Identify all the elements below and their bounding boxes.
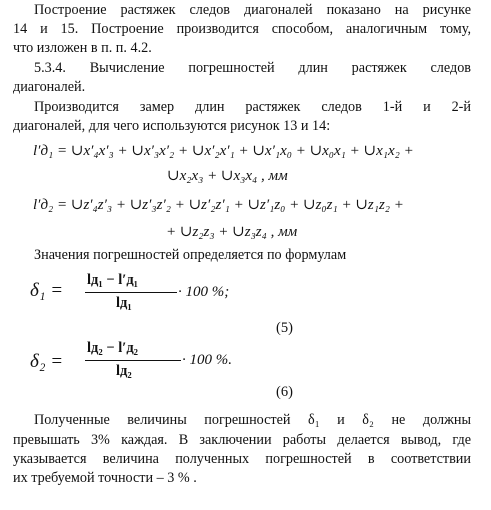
section-heading-line-1: 5.3.4. Вычисление погрешностей длин растяжек следов: [34, 60, 471, 76]
formula-intro: Значения погрешностей определяется по формулам: [34, 247, 347, 263]
delta1-lhs: δ₁ =: [30, 280, 64, 301]
equation-d2-line-2: + ∪z₂z₃ + ∪z₃z₄ , мм: [166, 224, 298, 240]
section-heading-line-2: диагоналей.: [13, 79, 86, 95]
equation-d2-line-1: l′д₂ = ∪z′₄z′₃ + ∪z′₃z′₂ + ∪z′₂z′₁ + ∪z′₁z₀ + ∪z₀z₁ + ∪z₁z₂ +: [33, 197, 404, 213]
equation-number-5: (5): [276, 320, 293, 336]
paragraph-2-line-1: Производится замер длин растяжек следов 1-й и 2-й: [34, 99, 471, 115]
delta1-numerator: lд₁ − l′д₁: [87, 272, 139, 288]
paragraph-3-line-1: Полученные величины погрешностей δ₁ и δ₂ не должны: [34, 412, 471, 428]
paragraph-3-line-2: превышать 3% каждая. В заключении работы делается вывод, где: [13, 432, 471, 448]
paragraph-2-line-2: диагоналей, для чего используются рисунок 13 и 14:: [13, 118, 331, 134]
delta1-denominator: lд₁: [116, 295, 132, 311]
equation-d1-line-2: ∪x₂x₃ + ∪x₃x₄ , мм: [167, 168, 288, 184]
delta2-tail: · 100 %.: [182, 352, 232, 368]
paragraph-1-line-1: Построение растяжек следов диагоналей показано на рисунке: [34, 2, 471, 18]
paragraph-3-line-3: указывается величина полученных погрешностей в соответствии: [13, 451, 471, 467]
delta2-fraction-bar: [85, 360, 181, 361]
delta1-tail: · 100 %;: [178, 284, 230, 300]
delta2-denominator: lд₂: [116, 363, 132, 379]
equation-d1-line-1: l′д₁ = ∪x′₄x′₃ + ∪x′₃x′₂ + ∪x′₂x′₁ + ∪x′₁x₀ + ∪x₀x₁ + ∪x₁x₂ +: [33, 143, 414, 159]
paragraph-1-line-3: что изложен в п. п. 4.2.: [13, 40, 152, 56]
delta1-fraction-bar: [85, 292, 177, 293]
delta1-fraction: [83, 270, 193, 318]
delta2-fraction: [83, 338, 193, 386]
paragraph-1-line-2: 14 и 15. Построение производится способом, аналогичным тому,: [13, 21, 471, 37]
delta2-numerator: lд₂ − l′д₂: [87, 340, 139, 356]
paragraph-3-line-4: их требуемой точности – 3 % .: [13, 470, 197, 486]
equation-number-6: (6): [276, 384, 293, 400]
delta2-lhs: δ₂ =: [30, 351, 64, 372]
